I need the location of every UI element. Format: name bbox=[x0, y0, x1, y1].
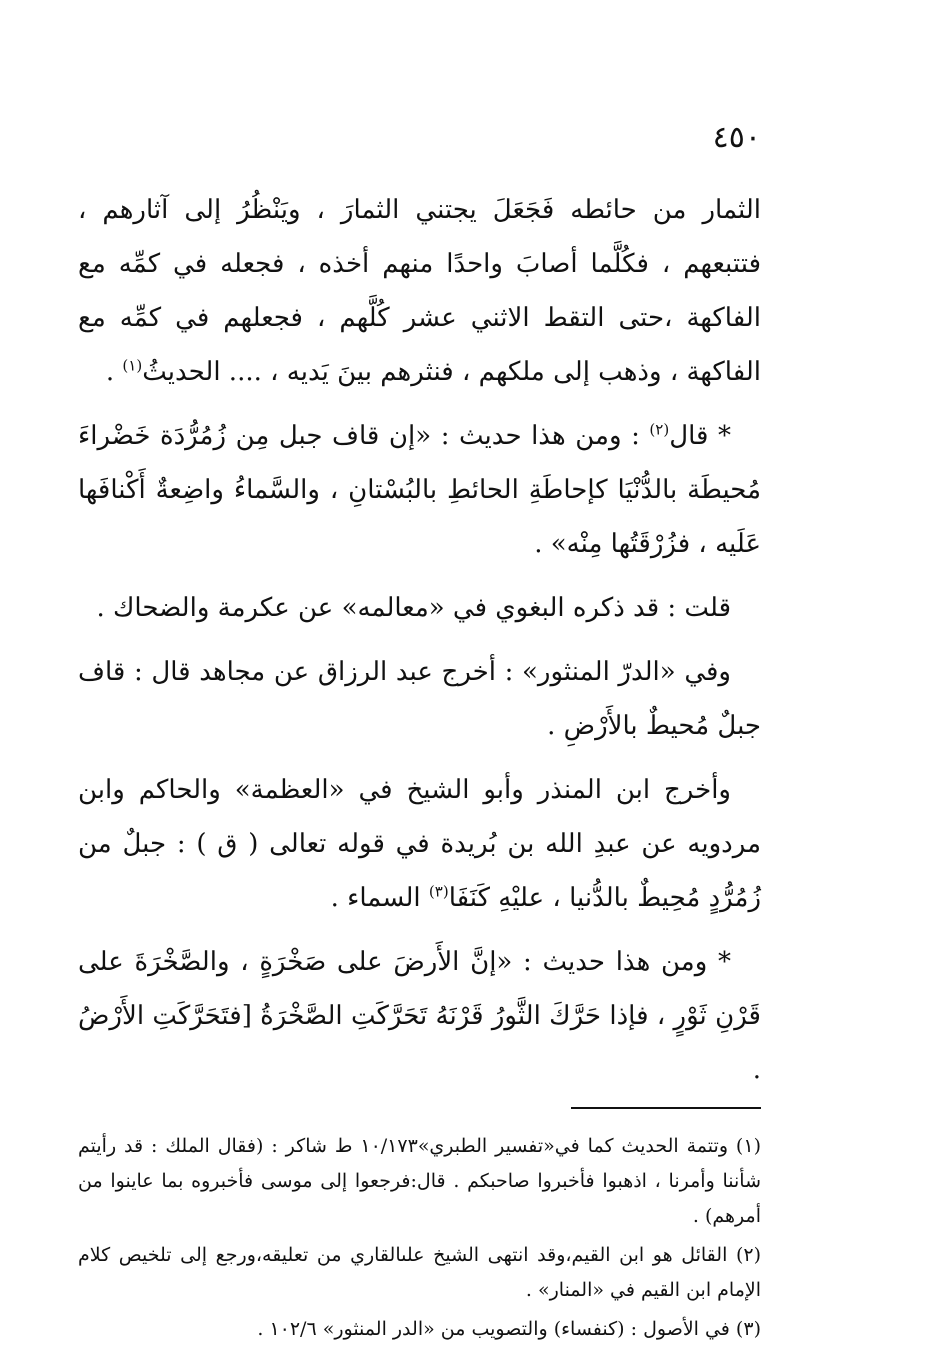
paragraph-tail: السماء . bbox=[330, 883, 429, 913]
footnote-2: (٢) القائل هو ابن القيم،وقد انتهى الشيخ علىالقاري من تعليقه،ورجع إلى تلخيص كلام الإمام ابن القيم في «المنار» . bbox=[78, 1244, 761, 1301]
paragraph-text: * قال bbox=[669, 421, 731, 451]
paragraph-text: الثمار من حائطه فَجَعَلَ يجتني الثمارَ ، ويَنْظُرُ إلى آثارهم ، فتتبعهم ، فكُلَّما أصابَ واحدًا منهم أخذه ، فجعله في كمِّه مع الفاكهة ،حتى التقط الاثني عشر كُلَّهم ، فجعلهم في كمِّه مع الفاكهة ، وذهب إلى ملكهم ، فنثرهم بينَ يَديه ، .... الحديثُ bbox=[78, 195, 761, 387]
footnote-ref: (١) bbox=[122, 356, 143, 375]
paragraph-2 bbox=[78, 409, 761, 571]
paragraph-1 bbox=[78, 183, 761, 399]
page-number: ٤٥٠ bbox=[712, 120, 761, 155]
paragraph-3 bbox=[78, 581, 761, 635]
paragraph-text: وأخرج ابن المنذر وأبو الشيخ في «العظمة» والحاكم وابن مردويه عن عبدِ الله بن بُريدة في قوله تعالى ( ق ) : جبلٌ من زُمُرُّدٍ مُحِيطٌ بالدُّنيا ، عليْهِ كَنَفَا bbox=[78, 775, 761, 913]
footnote-3: (٣) في الأصول : (كنفساء) والتصويب من «الدر المنثور» ١٠٢/٦ . bbox=[257, 1318, 761, 1340]
paragraph-tail: : ومن هذا حديث : «إن قاف جبل مِن زُمُرُّدَة خَضْراءَ مُحيطَة بالدُّنْيَا كإحاطَةِ الحائطِ بالبُسْتانِ ، والسَّماءُ واضِعةٌ أَكْنافَها عَلَيه ، فزُرْقَتُها مِنْه» . bbox=[78, 421, 761, 559]
paragraph-4 bbox=[78, 645, 761, 753]
footnote-ref: (٢) bbox=[649, 420, 670, 439]
paragraph-text: قلت : قد ذكره البغوي في «معالمه» عن عكرمة والضحاك . bbox=[96, 593, 731, 623]
footnote-ref: (٣) bbox=[428, 882, 449, 901]
paragraph-text: وفي «الدرّ المنثور» : أخرج عبد الرزاق عن مجاهد قال : قاف جبلٌ مُحيطٌ بالأَرْضِ . bbox=[78, 657, 761, 741]
paragraph-text: * ومن هذا حديث : «إنَّ الأَرضَ على صَخْرَةٍ ، والصَّخْرَةَ على قَرْنِ ثَوْرٍ ، فإذا حَرَّكَ الثَّورُ قَرْنَهُ تَحَرَّكَتِ الصَّخْرَةُ [فتَحَرَّكَتِ الأَرْضُ . bbox=[78, 947, 761, 1085]
footnote-divider bbox=[571, 1107, 761, 1109]
paragraph-6 bbox=[78, 935, 761, 1097]
paragraph-tail: . bbox=[105, 357, 123, 387]
paragraph-5 bbox=[78, 763, 761, 925]
footnote-1: (١) وتتمة الحديث كما في«تفسير الطبري»١٠/١٧٣ ط شاكر : (فقال الملك : قد رأيتم شأننا وأمرنا ، اذهبوا فأخبروا صاحبكم . قال:فرجعوا إلى موسى فأخبروه بما عاينوا من أمرهم) . bbox=[78, 1135, 761, 1227]
